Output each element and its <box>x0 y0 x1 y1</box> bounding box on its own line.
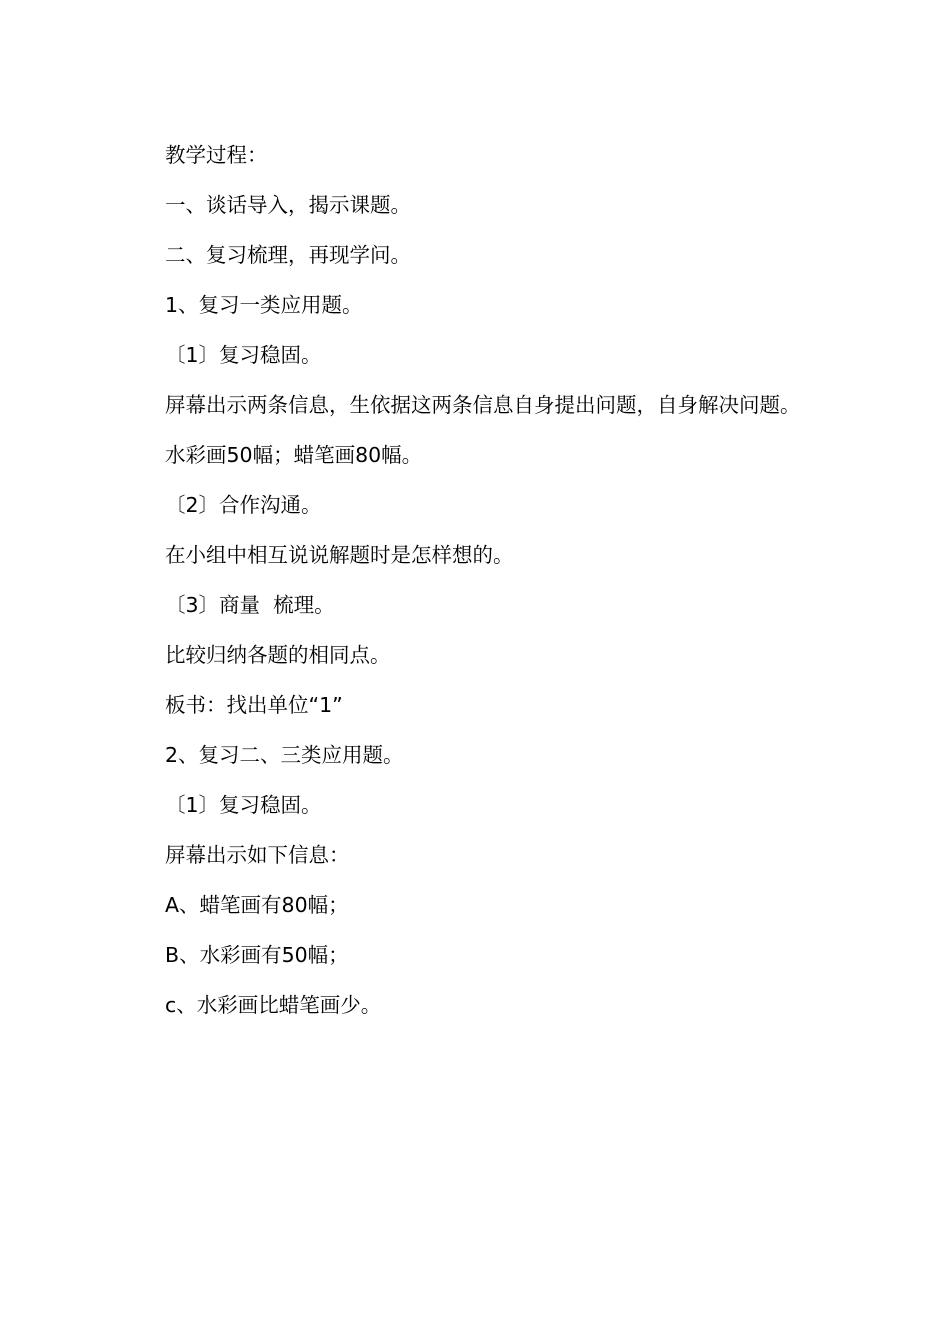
paragraph-item-2: 2、复习二、三类应用题。 <box>165 743 404 767</box>
paragraph-compare-summary: 比较归纳各题的相同点。 <box>165 643 391 667</box>
paragraph-info-c: c、水彩画比蜡笔画少。 <box>165 993 382 1017</box>
paragraph-screen-info-1: 屏幕出示两条信息，生依据这两条信息自身提出问题，自身解决问题。 <box>165 393 801 417</box>
paragraph-section-2: 二、复习梳理，再现学问。 <box>165 243 411 267</box>
paragraph-subitem-1-1: 〔1〕复习稳固。 <box>165 343 322 367</box>
paragraph-teaching-process-heading: 教学过程： <box>165 143 268 167</box>
paragraph-paintings-count: 水彩画50幅；蜡笔画80幅。 <box>165 443 423 467</box>
paragraph-subitem-2-1: 〔1〕复习稳固。 <box>165 793 322 817</box>
paragraph-subitem-1-3: 〔3〕商量 梳理。 <box>165 593 335 617</box>
paragraph-group-discussion: 在小组中相互说说解题时是怎样想的。 <box>165 543 514 567</box>
paragraph-subitem-1-2: 〔2〕合作沟通。 <box>165 493 322 517</box>
paragraph-info-b: B、水彩画有50幅； <box>165 943 349 967</box>
paragraph-screen-info-2: 屏幕出示如下信息： <box>165 843 350 867</box>
paragraph-item-1: 1、复习一类应用题。 <box>165 293 363 317</box>
document-body <box>145 130 825 1030</box>
paragraph-info-a: A、蜡笔画有80幅； <box>165 893 349 917</box>
paragraph-board-writing: 板书：找出单位“1” <box>165 693 343 717</box>
paragraph-section-1: 一、谈话导入，揭示课题。 <box>165 193 411 217</box>
